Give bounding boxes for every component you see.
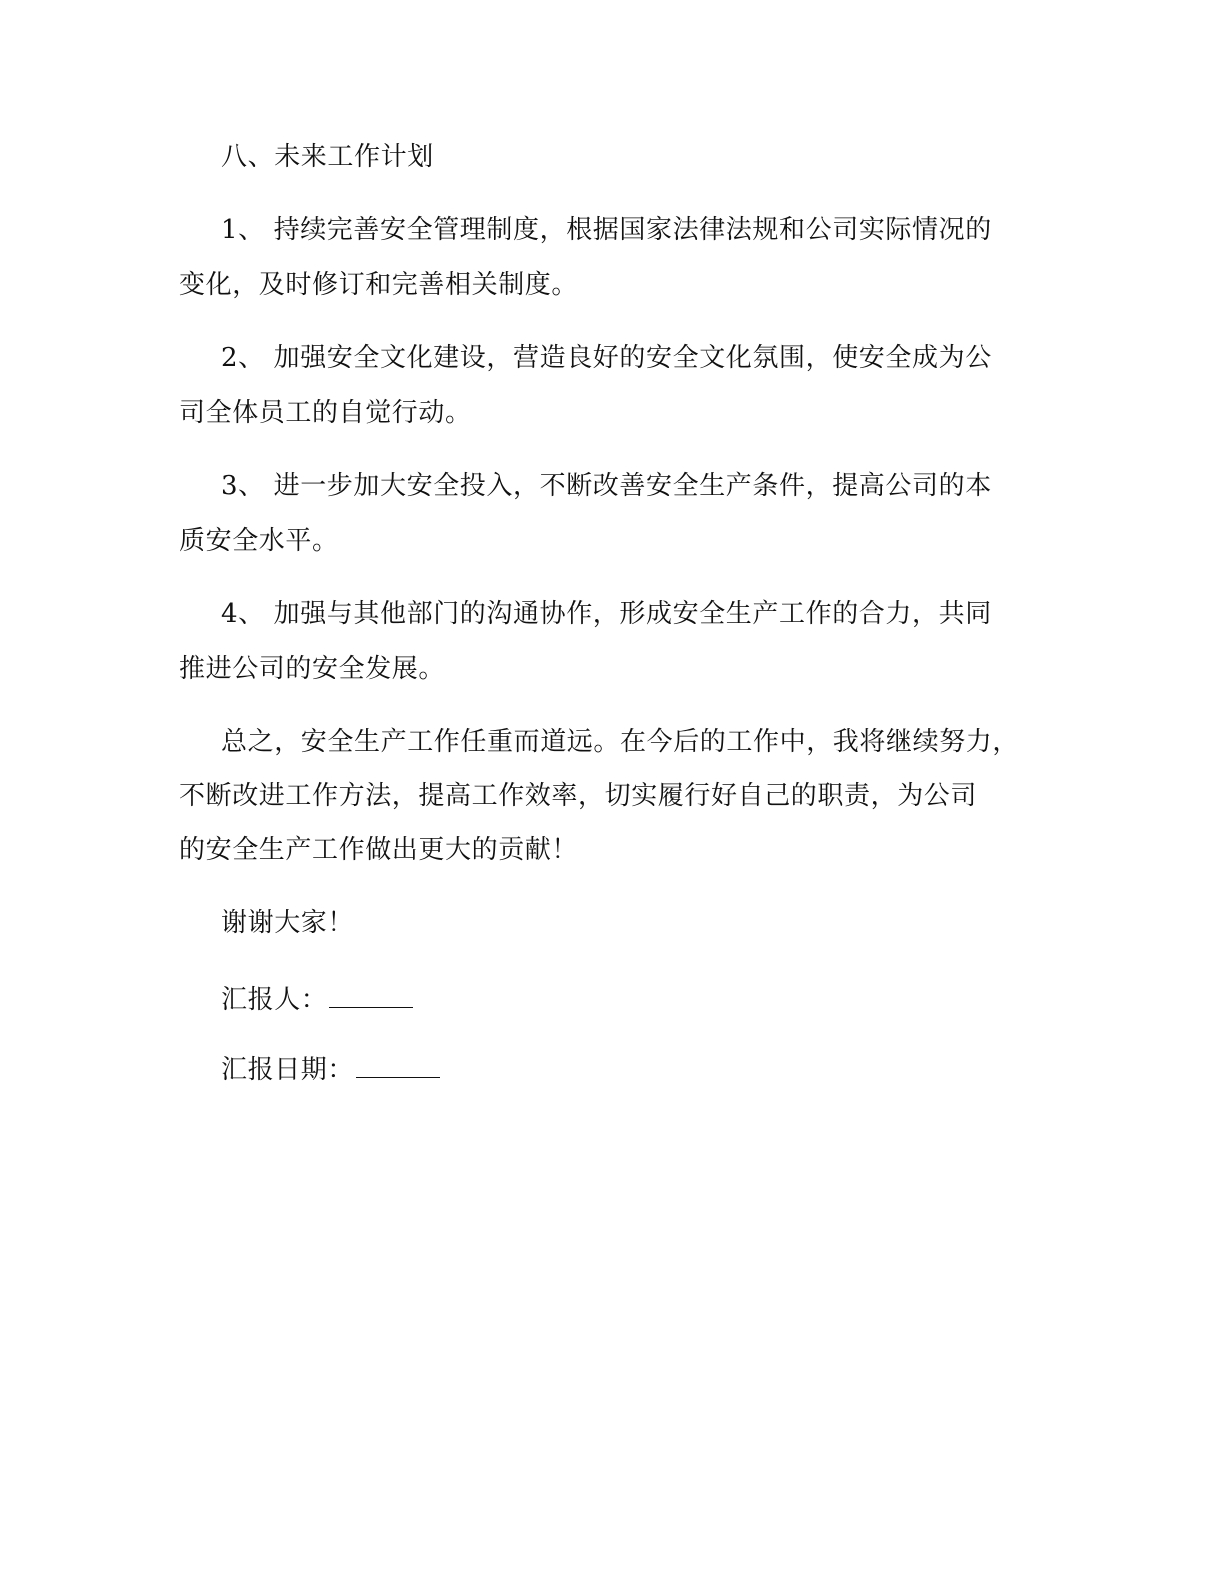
plan-item-4-line-2: 推进公司的安全发展。 (179, 654, 446, 684)
thanks-text: 谢谢大家！ (221, 908, 355, 938)
conclusion-line-3: 的安全生产工作做出更大的贡献！ (179, 835, 579, 865)
reporter-line (221, 983, 413, 1017)
section-heading: 八、未来工作计划 (221, 142, 434, 172)
report-date-line (221, 1053, 440, 1087)
plan-item-4-line-1: 4、 加强与其他部门的沟通协作，形成安全生产工作的合力，共同 (221, 599, 992, 629)
plan-item-3-line-1: 3、 进一步加大安全投入，不断改善安全生产条件，提高公司的本 (221, 471, 992, 501)
plan-item-2-line-1: 2、 加强安全文化建设，营造良好的安全文化氛围，使安全成为公 (221, 343, 992, 373)
plan-item-2-line-2: 司全体员工的自觉行动。 (179, 398, 472, 428)
plan-item-3-line-2: 质安全水平。 (179, 526, 339, 556)
conclusion-line-2: 不断改进工作方法，提高工作效率，切实履行好自己的职责，为公司 (179, 781, 978, 811)
plan-item-1-line-2: 变化，及时修订和完善相关制度。 (179, 270, 579, 300)
reporter-label: 汇报人： (221, 985, 328, 1015)
report-date-label: 汇报日期： (221, 1055, 355, 1085)
reporter-blank (329, 985, 413, 1008)
report-date-blank (356, 1055, 440, 1078)
conclusion-line-1: 总之，安全生产工作任重而道远。在今后的工作中，我将继续努力， (221, 727, 1020, 757)
plan-item-1-line-1: 1、 持续完善安全管理制度，根据国家法律法规和公司实际情况的 (221, 215, 992, 245)
